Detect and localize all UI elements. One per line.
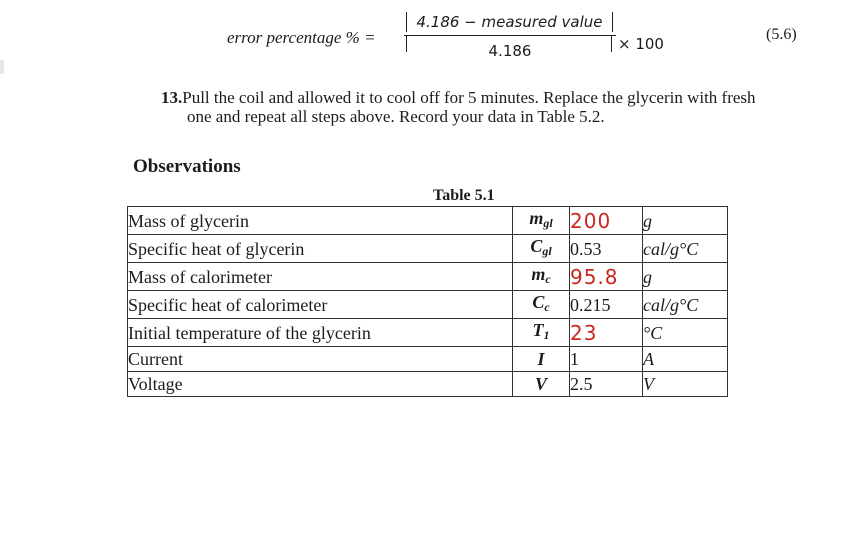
symbol-letter: T xyxy=(532,320,544,340)
table-row xyxy=(128,235,728,263)
table-row xyxy=(128,291,728,319)
row-unit: °C xyxy=(643,319,728,347)
row-label: Specific heat of calorimeter xyxy=(128,291,513,319)
symbol-subscript: c xyxy=(545,272,551,286)
observations-heading: Observations xyxy=(133,156,241,177)
symbol-letter: C xyxy=(532,292,545,312)
step-text-line2: one and repeat all steps above. Record your data in Table 5.2. xyxy=(187,107,605,126)
row-label: Current xyxy=(128,347,513,372)
table-row xyxy=(128,207,728,235)
row-unit: cal/g°C xyxy=(643,291,728,319)
row-symbol xyxy=(513,347,570,372)
row-value: 1 xyxy=(570,347,643,372)
symbol-letter: I xyxy=(537,349,545,369)
row-unit: A xyxy=(643,347,728,372)
symbol-subscript: 1 xyxy=(543,328,550,342)
symbol-letter: C xyxy=(530,236,543,256)
row-unit: g xyxy=(643,207,728,235)
row-unit: g xyxy=(643,263,728,291)
data-table xyxy=(127,206,728,397)
row-symbol xyxy=(513,319,570,347)
row-value: 0.53 xyxy=(570,235,643,263)
row-symbol xyxy=(513,291,570,319)
table-caption: Table 5.1 xyxy=(433,187,495,204)
row-unit: V xyxy=(643,372,728,397)
handwritten-value: 200 xyxy=(570,207,643,235)
symbol-subscript: gl xyxy=(542,244,552,258)
table-row xyxy=(128,372,728,397)
equation-label: error percentage % = xyxy=(227,28,376,47)
symbol-letter: m xyxy=(531,264,546,284)
row-unit: cal/g°C xyxy=(643,235,728,263)
fraction-bar xyxy=(404,35,616,36)
row-label: Mass of glycerin xyxy=(128,207,513,235)
row-label: Specific heat of glycerin xyxy=(128,235,513,263)
symbol-letter: m xyxy=(529,208,544,228)
symbol-letter: V xyxy=(534,374,547,394)
row-label: Initial temperature of the glycerin xyxy=(128,319,513,347)
row-value: 0.215 xyxy=(570,291,643,319)
step-13 xyxy=(161,88,801,126)
row-label: Voltage xyxy=(128,372,513,397)
handwritten-value: 23 xyxy=(570,319,643,347)
step-number: 13. xyxy=(161,88,183,107)
row-symbol xyxy=(513,207,570,235)
table-row xyxy=(128,319,728,347)
row-symbol xyxy=(513,372,570,397)
equation-multiplier: × 100 xyxy=(618,35,664,53)
table-row xyxy=(128,263,728,291)
row-symbol xyxy=(513,235,570,263)
table-row xyxy=(128,347,728,372)
page-edge-mark xyxy=(0,60,4,74)
equation-denominator: 4.186 xyxy=(488,42,532,60)
symbol-subscript: c xyxy=(544,300,550,314)
row-value: 2.5 xyxy=(570,372,643,397)
step-text-line1: Pull the coil and allowed it to cool off for 5 minutes. Replace the glycerin with fresh xyxy=(182,88,756,107)
handwritten-value: 95.8 xyxy=(570,263,643,291)
equation-numerator: 4.186 − measured value xyxy=(406,12,613,32)
symbol-subscript: gl xyxy=(543,216,553,230)
equation-number: (5.6) xyxy=(766,26,797,43)
row-symbol xyxy=(513,263,570,291)
row-label: Mass of calorimeter xyxy=(128,263,513,291)
